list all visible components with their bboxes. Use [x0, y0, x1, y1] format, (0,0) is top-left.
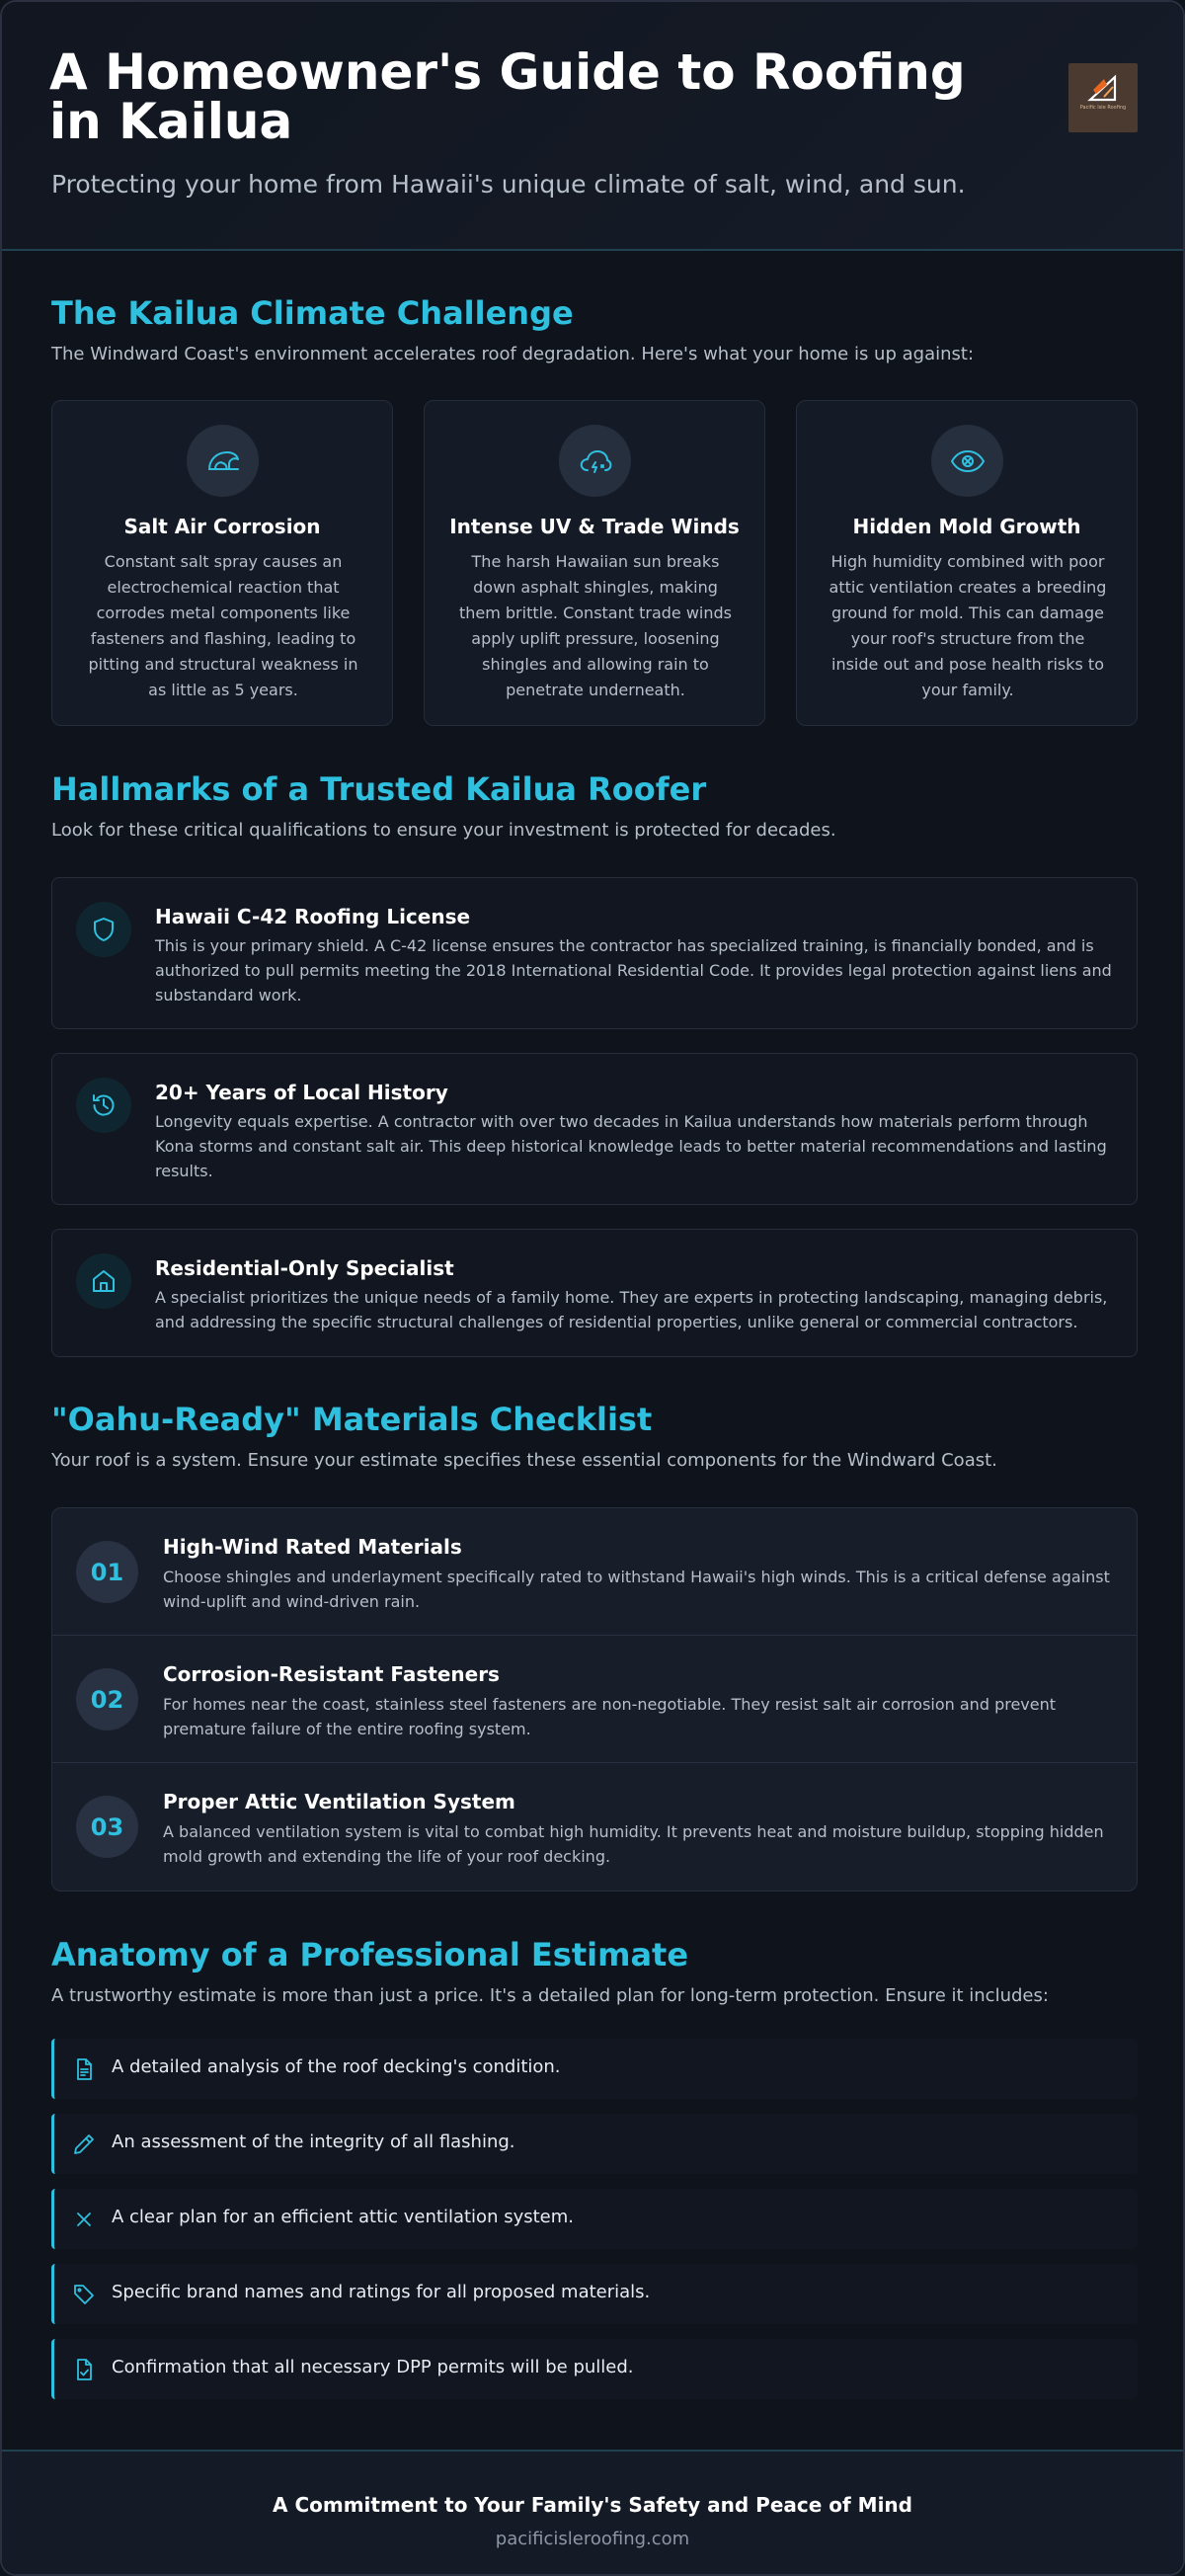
logo-text: Pacific Isle Roofing: [1079, 105, 1127, 111]
hallmark-text: This is your primary shield. A C-42 license ensures the contractor has specialized training, is financially bonded, and is authorized to pull permits meeting the 2018 International Residential Code. It provides legal protection against liens and substandard work.: [155, 936, 1112, 1005]
checklist-text: For homes near the coast, stainless steel fasteners are non-negotiable. They resist salt air corrosion and prevent premature failure of the entire roofing system.: [163, 1695, 1057, 1738]
estimate-item-text: A clear plan for an efficient attic ventilation system.: [112, 2207, 574, 2227]
estimate-section-title: Anatomy of a Professional Estimate: [51, 1936, 689, 1973]
estimate-item-text: Specific brand names and ratings for all proposed materials.: [112, 2282, 651, 2302]
footer: [2, 2450, 1183, 2576]
checklist-number: 03: [76, 1796, 138, 1858]
climate-card-mold: [796, 400, 1138, 726]
estimate-item: [51, 2039, 1138, 2099]
roof-triangle-logo: [1068, 63, 1138, 132]
header: [2, 2, 1183, 251]
checklist-text: Choose shingles and underlayment specifically rated to withstand Hawaii's high winds. This is a critical defense against wind-uplift and wind-driven rain.: [163, 1568, 1110, 1611]
estimate-item: [51, 2339, 1138, 2399]
tag-icon: [72, 2283, 96, 2306]
hallmark-text: Longevity equals expertise. A contractor with over two decades in Kailua understands how materials perform through Kona storms and constant salt air. This deep historical knowledge leads to better material recommendations and lasting results.: [155, 1112, 1107, 1180]
checklist-number: 02: [76, 1668, 138, 1731]
climate-card-title: Hidden Mold Growth: [852, 515, 1081, 538]
hallmark-card-residential: [51, 1229, 1138, 1357]
hallmarks-section-title: Hallmarks of a Trusted Kailua Roofer: [51, 770, 707, 808]
checklist-item: [52, 1636, 1137, 1763]
climate-card-text: The harsh Hawaiian sun breaks down asphalt shingles, making them brittle. Constant trade winds apply uplift pressure, loosening shingles and allowing rain to penetrate underneath.: [458, 552, 733, 699]
hallmark-card-license: [51, 877, 1138, 1029]
estimate-item-text: Confirmation that all necessary DPP permits will be pulled.: [112, 2357, 634, 2377]
estimate-item: [51, 2264, 1138, 2324]
footer-title: A Commitment to Your Family's Safety and Peace of Mind: [273, 2493, 912, 2517]
materials-checklist: [51, 1507, 1138, 1892]
checklist-text: A balanced ventilation system is vital to combat high humidity. It prevents heat and moisture buildup, stopping hidden mold growth and extending the life of your roof decking.: [163, 1822, 1104, 1866]
hallmark-text: A specialist prioritizes the unique needs of a family home. They are experts in protecting landscaping, managing debris, and addressing the specific structural challenges of residential properties, unlike general or commercial contractors.: [155, 1288, 1108, 1331]
checklist-number: 01: [76, 1541, 138, 1603]
hallmark-title: 20+ Years of Local History: [155, 1081, 448, 1104]
document-icon: [72, 2057, 96, 2081]
estimate-item: [51, 2114, 1138, 2174]
shield-icon: [76, 902, 131, 957]
x-icon: [72, 2208, 96, 2231]
estimate-item-text: An assessment of the integrity of all flashing.: [112, 2132, 515, 2152]
climate-card-title: Salt Air Corrosion: [123, 515, 321, 538]
checklist-item: [52, 1763, 1137, 1891]
climate-card-text: High humidity combined with poor attic ventilation creates a breeding ground for mold. This can damage your roof's structure from the inside out and pose health risks to your family.: [829, 552, 1107, 699]
climate-card-uv: [424, 400, 765, 726]
footer-website[interactable]: pacificisleroofing.com: [495, 2529, 690, 2549]
home-icon: [76, 1253, 131, 1309]
climate-card-text: Constant salt spray causes an electrochemical reaction that corrodes metal components like fasteners and flashing, leading to pitting and structural weakness in as little as 5 years.: [88, 552, 358, 699]
hallmark-title: Hawaii C-42 Roofing License: [155, 905, 471, 928]
climate-card-salt: [51, 400, 393, 726]
climate-section-title: The Kailua Climate Challenge: [51, 294, 574, 332]
checklist-title: High-Wind Rated Materials: [163, 1535, 462, 1559]
climate-card-title: Intense UV & Trade Winds: [449, 515, 740, 538]
pencil-icon: [72, 2133, 96, 2156]
history-icon: [76, 1078, 131, 1133]
materials-section-intro: Your roof is a system. Ensure your estimate specifies these essential components for the Windward Coast.: [51, 1450, 997, 1471]
hallmarks-section-intro: Look for these critical qualifications to ensure your investment is protected for decades.: [51, 820, 836, 841]
estimate-section-intro: A trustworthy estimate is more than just a price. It's a detailed plan for long-term protection. Ensure it includes:: [51, 1985, 1049, 2006]
estimate-item-text: A detailed analysis of the roof decking's condition.: [112, 2056, 561, 2077]
estimate-item: [51, 2189, 1138, 2249]
checklist-title: Proper Attic Ventilation System: [163, 1790, 515, 1813]
sun-cloud-icon: [559, 425, 631, 497]
page-title: A Homeowner's Guide to Roofing in Kailua: [49, 43, 966, 150]
hallmark-title: Residential-Only Specialist: [155, 1256, 454, 1280]
climate-section-intro: The Windward Coast's environment accelerates roof degradation. Here's what your home is up against:: [51, 344, 975, 364]
materials-section-title: "Oahu-Ready" Materials Checklist: [51, 1401, 653, 1438]
checklist-title: Corrosion-Resistant Fasteners: [163, 1662, 500, 1686]
file-check-icon: [72, 2358, 96, 2381]
checklist-item: [52, 1508, 1137, 1636]
eye-icon: [931, 425, 1003, 497]
hallmark-card-history: [51, 1053, 1138, 1205]
page-subtitle: Protecting your home from Hawaii's unique climate of salt, wind, and sun.: [51, 170, 966, 199]
salt-spray-icon: [187, 425, 259, 497]
